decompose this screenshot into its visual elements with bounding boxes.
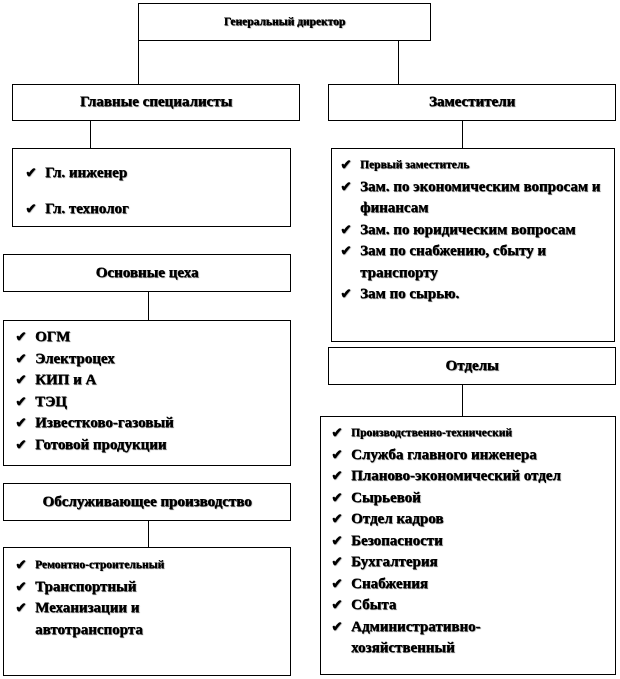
list-item: ✔ ОГМ <box>15 327 285 349</box>
checkmark-icon: ✔ <box>331 446 343 463</box>
deputies-list <box>340 155 610 306</box>
deputies-title: Заместители <box>428 94 516 110</box>
connector-director-to-deputies <box>398 40 399 86</box>
checkmark-icon: ✔ <box>15 372 27 388</box>
list-item: ✔ Гл. технолог <box>25 191 129 227</box>
checkmark-icon: ✔ <box>15 436 27 453</box>
main-workshops-list-box <box>3 320 291 466</box>
checkmark-icon: ✔ <box>15 350 27 367</box>
list-item: ✔ Готовой продукции <box>15 435 285 457</box>
checkmark-icon: ✔ <box>15 329 27 345</box>
list-item: ✔ Служба главного инженера <box>331 445 613 467</box>
list-item: ✔ Зам по сырью. <box>340 284 610 306</box>
service-production-header <box>3 483 291 521</box>
service-production-list <box>15 555 215 641</box>
list-item: ✔ Административно-хозяйственный <box>331 618 481 656</box>
checkmark-icon: ✔ <box>331 425 343 441</box>
connector-service-to-list <box>148 520 149 548</box>
list-item: ✔ Отдел кадров <box>331 509 613 531</box>
checkmark-icon: ✔ <box>331 575 343 592</box>
list-item: ✔ Зам по снабжению, сбыту и транспорту <box>340 243 546 281</box>
list-item: ✔ Бухгалтерия <box>331 552 613 574</box>
checkmark-icon: ✔ <box>340 157 352 173</box>
list-item: ✔ Ремонтно-строительный <box>15 555 215 577</box>
checkmark-icon: ✔ <box>331 511 343 527</box>
list-item: ✔ КИП и А <box>15 370 285 392</box>
main-specialists-title: Главные специалисты <box>79 94 233 110</box>
connector-deputies-to-list <box>462 120 463 148</box>
checkmark-icon: ✔ <box>15 557 27 573</box>
checkmark-icon: ✔ <box>15 415 27 431</box>
list-item: ✔ Зам. по экономическим вопросам и финансам <box>340 178 601 216</box>
checkmark-icon: ✔ <box>25 165 37 181</box>
list-item: ✔ Механизации и автотранспорта <box>15 600 143 638</box>
connector-departments-to-list <box>462 384 463 416</box>
list-item: ✔ Первый заместитель <box>340 155 610 177</box>
list-item: ✔ Электроцех <box>15 349 285 371</box>
list-item: ✔ ТЭЦ <box>15 392 285 414</box>
service-production-list-box <box>3 547 291 676</box>
departments-list <box>331 423 613 660</box>
connector-director-to-specialists <box>138 40 139 86</box>
checkmark-icon: ✔ <box>340 221 352 238</box>
list-item: ✔ Планово-экономический отдел <box>331 466 613 488</box>
checkmark-icon: ✔ <box>25 201 37 217</box>
checkmark-icon: ✔ <box>15 578 27 595</box>
connector-workshops-to-list <box>148 291 149 321</box>
checkmark-icon: ✔ <box>331 554 343 570</box>
service-production-title: Обслуживающее производство <box>42 493 252 510</box>
main-specialists-list-box <box>12 148 291 227</box>
director-title: Генеральный директор <box>223 16 346 28</box>
checkmark-icon: ✔ <box>331 532 343 549</box>
checkmark-icon: ✔ <box>331 489 343 506</box>
main-workshops-title: Основные цеха <box>95 264 199 281</box>
main-workshops-list <box>15 327 285 456</box>
list-item: ✔ Гл. инженер <box>25 155 129 191</box>
list-item: ✔ Производственно-технический <box>331 423 613 445</box>
checkmark-icon: ✔ <box>331 618 343 635</box>
deputies-list-box <box>331 148 615 342</box>
list-item: ✔ Известково-газовый <box>15 413 285 435</box>
checkmark-icon: ✔ <box>331 597 343 613</box>
departments-header <box>328 347 616 385</box>
list-item: ✔ Транспортный <box>15 577 215 599</box>
departments-list-box <box>320 416 616 675</box>
deputies-header <box>328 84 616 121</box>
main-workshops-header <box>3 254 291 292</box>
director-box <box>138 3 431 41</box>
list-item: ✔ Зам. по юридическим вопросам <box>340 220 610 242</box>
list-item: ✔ Сырьевой <box>331 488 613 510</box>
main-specialists-list <box>25 155 129 227</box>
checkmark-icon: ✔ <box>15 393 27 410</box>
checkmark-icon: ✔ <box>331 468 343 484</box>
departments-title: Отделы <box>445 357 499 374</box>
list-item: ✔ Снабжения <box>331 574 613 596</box>
checkmark-icon: ✔ <box>340 243 352 259</box>
list-item: ✔ Безопасности <box>331 531 613 553</box>
list-item: ✔ Сбыта <box>331 595 613 617</box>
checkmark-icon: ✔ <box>340 286 352 302</box>
checkmark-icon: ✔ <box>340 178 352 195</box>
connector-specialists-to-list <box>90 120 91 148</box>
main-specialists-header <box>12 84 300 121</box>
checkmark-icon: ✔ <box>15 600 27 616</box>
